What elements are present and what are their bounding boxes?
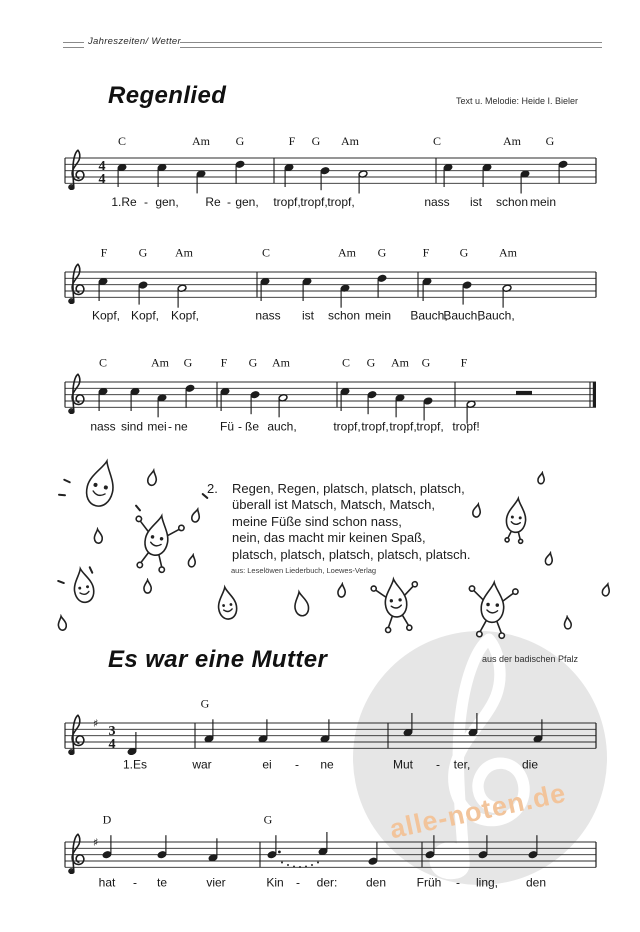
lyric-syllable: schon: [495, 195, 529, 209]
rain-motion-dash: [58, 494, 66, 497]
chord-symbol: F: [288, 134, 296, 148]
chord-symbol: Am: [341, 134, 359, 148]
lyric-syllable: tropf!: [452, 419, 480, 433]
lyric-syllable: nass: [90, 419, 116, 433]
lyric-syllable: den: [525, 875, 547, 889]
chord-symbol: G: [235, 134, 245, 148]
header-rule-left: [63, 42, 84, 48]
lyric-syllable: Bauch,: [443, 308, 481, 322]
chord-symbol: F: [460, 355, 468, 369]
lyric-syllable: -: [456, 875, 460, 889]
lyric-syllable: Re: [205, 195, 221, 209]
lyric-syllable: mein: [529, 195, 557, 209]
time-signature: 4: [98, 159, 106, 174]
verse-line: überall ist Matsch, Matsch, Matsch,: [232, 497, 436, 513]
chord-symbol: F: [100, 245, 108, 259]
song1-credit: Text u. Melodie: Heide I. Bieler: [456, 96, 579, 106]
lyric-syllable: ne: [320, 757, 334, 771]
chord-symbol: G: [459, 245, 469, 259]
chord-symbol: D: [102, 812, 112, 826]
time-signature: 3: [108, 723, 116, 739]
lyric-syllable: -: [295, 757, 299, 771]
raindrop-face: [201, 579, 255, 636]
lyric-syllable: tropf,: [361, 419, 389, 433]
time-signature: 4: [98, 172, 106, 187]
raindrop-character: [365, 570, 427, 636]
verse-line: meine Füße sind schon nass,: [232, 513, 402, 529]
chord-symbol: Am: [192, 134, 210, 148]
chord-symbol: F: [220, 355, 228, 369]
chord-symbol: Am: [499, 245, 517, 259]
lyric-syllable: gen,: [235, 195, 259, 209]
lyric-syllable: den: [365, 875, 387, 889]
raindrop-plain: [87, 526, 109, 550]
lyric-syllable: tropf,: [273, 195, 301, 209]
raindrop-face: [55, 559, 114, 621]
lyric-syllable: mei: [147, 419, 167, 433]
chord-symbol: G: [311, 134, 321, 148]
header-category-label: Jahreszeiten/ Wetter: [88, 36, 181, 47]
lyric-syllable: -: [144, 195, 148, 209]
lyric-syllable: tropf,: [333, 419, 361, 433]
verse-line: Regen, Regen, platsch, platsch, platsch,: [232, 481, 465, 496]
lyric-syllable: die: [521, 757, 539, 771]
lyric-syllable: Fü: [219, 419, 235, 433]
lyric-syllable: Früh: [416, 875, 442, 889]
lyric-syllable: 1.Es: [122, 757, 148, 771]
verse-line: platsch, platsch, platsch, platsch, platsch.: [232, 546, 471, 562]
lyric-syllable: -: [238, 419, 242, 433]
chord-symbol: F: [422, 245, 430, 259]
lyric-syllable: ne: [174, 419, 188, 433]
raindrop-legs: [488, 490, 543, 549]
chord-symbol: G: [263, 812, 273, 826]
lyric-syllable: sind: [120, 419, 144, 433]
header-rule-right: [180, 42, 602, 48]
raindrop-plain: [332, 582, 353, 604]
lyric-syllable: -: [168, 419, 172, 433]
chord-symbol: Am: [391, 355, 409, 369]
source-note: aus: Leselöwen Liederbuch, Loewes-Verlag: [231, 566, 377, 575]
chord-symbol: G: [138, 245, 148, 259]
lyric-syllable: hat: [98, 875, 116, 889]
lyric-syllable: ter,: [453, 757, 471, 771]
chord-symbol: Am: [272, 355, 290, 369]
chord-symbol: C: [432, 134, 442, 148]
lyric-syllable: ße: [244, 419, 260, 433]
raindrop-plain: [182, 552, 203, 574]
chord-symbol: Am: [175, 245, 193, 259]
chord-symbol: G: [248, 355, 258, 369]
lyric-syllable: Bauch,: [410, 308, 448, 322]
lyric-syllable: war: [192, 757, 212, 771]
lyric-syllable: Mut: [392, 757, 414, 771]
raindrop-plain: [532, 469, 551, 489]
lyric-syllable: tropf,: [389, 419, 417, 433]
verse-line: nein, das macht mir keinen Spaß,: [232, 530, 426, 546]
chord-symbol: G: [183, 355, 193, 369]
lyric-syllable: Kin: [266, 875, 284, 889]
verse-number: 2.: [207, 481, 218, 496]
lyric-syllable: Kopf,: [170, 308, 200, 322]
chord-symbol: C: [261, 245, 271, 259]
chord-symbol: C: [98, 355, 108, 369]
lyric-syllable: -: [436, 757, 440, 771]
watermark-text: alle-noten.de: [386, 777, 569, 845]
lyric-syllable: vier: [206, 875, 226, 889]
lyric-syllable: Bauch,: [477, 308, 515, 322]
chord-symbol: G: [545, 134, 555, 148]
lyric-syllable: mein: [364, 308, 392, 322]
raindrop-face: [58, 446, 141, 533]
lyric-syllable: der:: [316, 875, 338, 889]
raindrop-plain: [595, 580, 617, 603]
lyric-syllable: auch,: [267, 419, 297, 433]
lyric-syllable: ist: [470, 195, 482, 209]
lyric-syllable: -: [227, 195, 231, 209]
lyric-syllable: Kopf,: [91, 308, 121, 322]
chord-symbol: G: [366, 355, 376, 369]
chord-symbol: C: [117, 134, 127, 148]
lyric-syllable: Kopf,: [130, 308, 160, 322]
lyric-syllable: nass: [424, 195, 450, 209]
chord-symbol: G: [421, 355, 431, 369]
raindrop-plain: [50, 612, 73, 637]
raindrop-plain: [139, 466, 165, 493]
raindrop-character: [460, 574, 523, 641]
lyric-syllable: -: [296, 875, 300, 889]
chord-symbol: G: [200, 696, 210, 710]
time-signature: 4: [108, 736, 116, 752]
key-sharp: ♯: [93, 716, 99, 730]
chord-symbol: G: [377, 245, 387, 259]
lyric-syllable: -: [133, 875, 137, 889]
lyric-syllable: 1.Re: [111, 195, 137, 209]
lyric-syllable: tropf,: [300, 195, 328, 209]
song2-credit: aus der badischen Pfalz: [482, 654, 579, 664]
raindrop-character: [121, 503, 192, 577]
raindrop-plain: [138, 578, 157, 599]
chord-symbol: Am: [151, 355, 169, 369]
lyric-syllable: nass: [255, 308, 281, 322]
raindrop-plain: [538, 549, 559, 571]
lyric-syllable: schon: [327, 308, 361, 322]
lyric-syllable: te: [156, 875, 168, 889]
lyric-syllable: tropf,: [327, 195, 355, 209]
lyric-syllable: ei: [262, 757, 272, 771]
verse-2-text: [232, 481, 470, 563]
lyric-syllable: gen,: [155, 195, 179, 209]
chord-symbol: Am: [503, 134, 521, 148]
chord-symbol: C: [341, 355, 351, 369]
lyric-syllable: ling,: [475, 875, 499, 889]
lyric-syllable: tropf,: [416, 419, 444, 433]
raindrop-plain: [558, 614, 577, 634]
raindrop-plain: [281, 585, 322, 628]
lyric-syllable: ist: [302, 308, 314, 322]
key-sharp: ♯: [93, 835, 99, 849]
song-title-regenlied: Regenlied: [108, 82, 227, 109]
chord-symbol: Am: [338, 245, 356, 259]
song-title-es-war-eine-mutter: Es war eine Mutter: [108, 646, 328, 673]
